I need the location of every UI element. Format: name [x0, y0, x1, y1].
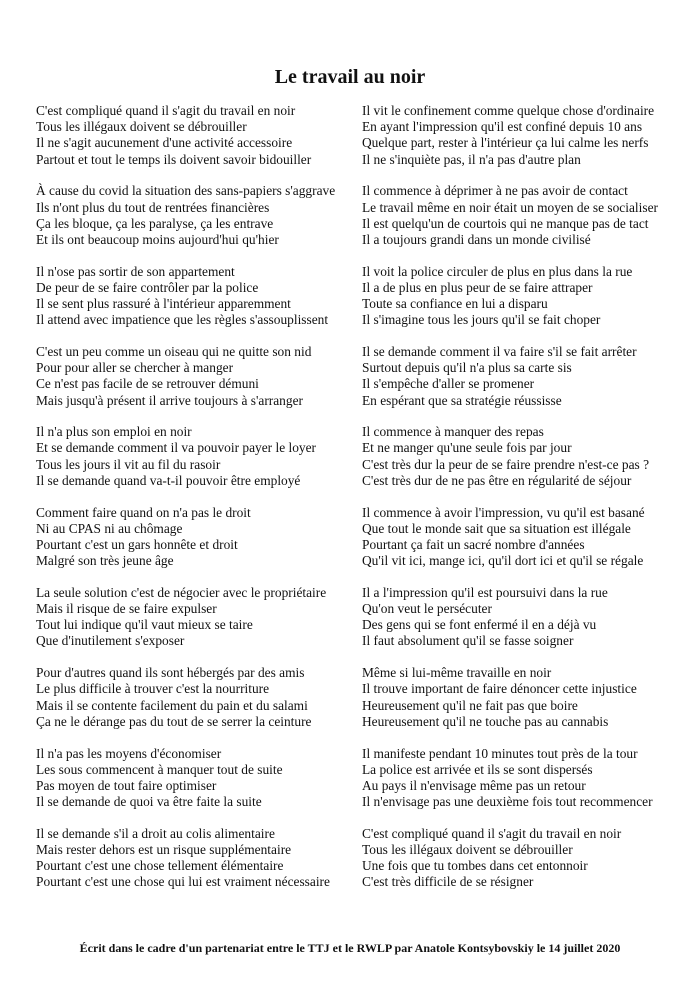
verse-line: Tous les jours il vit au fil du rasoir — [36, 456, 221, 472]
verse-line: Il a toujours grandi dans un monde civilisé — [362, 231, 591, 247]
verse-line: Il ne s'inquiète pas, il n'a pas d'autre plan — [362, 151, 581, 167]
verse-line: Comment faire quand on n'a pas le droit — [36, 504, 251, 520]
verse-line: Qu'on veut le persécuter — [362, 601, 492, 617]
stanza — [362, 665, 692, 730]
stanza — [362, 424, 692, 489]
verse-line: Il ne s'agit aucunement d'une activité accessoire — [36, 135, 293, 151]
verse-line: Pourtant c'est une chose qui lui est vraiment nécessaire — [36, 874, 330, 890]
verse-line: Heureusement qu'il ne fait pas que boire — [362, 697, 578, 713]
stanza — [36, 344, 362, 409]
verse-line: Surtout depuis qu'il n'a plus sa carte sis — [362, 360, 572, 376]
verse-line: Mais jusqu'à présent il arrive toujours à s'arranger — [36, 392, 303, 408]
verse-line: Même si lui-même travaille en noir — [362, 665, 552, 681]
verse-line: Il vit le confinement comme quelque chose d'ordinaire — [362, 103, 655, 118]
verse-line: Mais rester dehors est un risque supplémentaire — [36, 842, 292, 858]
verse-line: Ça ne le dérange pas du tout de se serrer la ceinture — [36, 713, 312, 729]
verse-line: Il est quelqu'un de courtois qui ne manque pas de tact — [362, 215, 649, 231]
footer-credit: Écrit dans le cadre d'un partenariat entre le TTJ et le RWLP par Anatole Kontsybovskiy le 14 juillet 2020 — [79, 941, 621, 955]
verse-line: C'est compliqué quand il s'agit du travail en noir — [362, 825, 622, 841]
verse-line: Il n'envisage pas une deuxième fois tout recommencer — [362, 794, 653, 810]
verse-line: Il n'a plus son emploi en noir — [36, 424, 192, 440]
stanza — [36, 264, 362, 329]
verse-line: Ça les bloque, ça les paralyse, ça les entrave — [36, 215, 274, 231]
stanza — [362, 585, 692, 650]
verse-line: C'est très dur de ne pas être en régularité de séjour — [362, 472, 632, 488]
verse-line: À cause du covid la situation des sans-papiers s'aggrave — [36, 183, 336, 199]
verse-line: Il a l'impression qu'il est poursuivi dans la rue — [362, 584, 608, 600]
verse-line: Que tout le monde sait que sa situation est illégale — [362, 520, 631, 536]
verse-line: La police est arrivée et ils se sont dispersés — [362, 761, 593, 777]
stanza — [36, 665, 362, 730]
verse-line: Il s'imagine tous les jours qu'il se fait choper — [362, 312, 601, 328]
stanza — [36, 826, 362, 891]
verse-line: Ce n'est pas facile de se retrouver démuni — [36, 376, 259, 392]
verse-line: Partout et tout le temps ils doivent savoir bidouiller — [36, 151, 312, 167]
verse-line: Pourtant c'est une chose tellement élémentaire — [36, 858, 284, 874]
page-title: Le travail au noir — [274, 66, 426, 88]
verse-line: C'est très dur la peur de se faire prendre n'est-ce pas ? — [362, 456, 650, 472]
verse-line: La seule solution c'est de négocier avec le propriétaire — [36, 584, 327, 600]
verse-line: Que d'inutilement s'exposer — [36, 633, 185, 649]
verse-line: Quelque part, rester à l'intérieur ça lui calme les nerfs — [362, 135, 649, 151]
verse-line: Pas moyen de tout faire optimiser — [36, 777, 217, 793]
stanza — [362, 264, 692, 329]
verse-line: C'est un peu comme un oiseau qui ne quitte son nid — [36, 343, 312, 359]
verse-line: Pour pour aller se chercher à manger — [36, 360, 234, 376]
stanza — [36, 424, 362, 489]
stanza — [36, 103, 362, 168]
stanza — [36, 746, 362, 811]
verse-line: Et ne manger qu'une seule fois par jour — [362, 440, 572, 456]
verse-line: Le plus difficile à trouver c'est la nourriture — [36, 681, 270, 697]
verse-line: Pourtant ça fait un sacré nombre d'années — [362, 536, 585, 552]
verse-line: Il n'ose pas sortir de son appartement — [36, 263, 235, 279]
verse-line: Il voit la police circuler de plus en plus dans la rue — [362, 263, 633, 279]
verse-line: Qu'il vit ici, mange ici, qu'il dort ici et qu'il se régale — [362, 553, 644, 569]
stanza — [362, 746, 692, 811]
stanza — [362, 344, 692, 409]
verse-line: Tout lui indique qu'il vaut mieux se taire — [36, 617, 253, 633]
verse-line: De peur de se faire contrôler par la police — [36, 279, 259, 295]
verse-line: Ni au CPAS ni au chômage — [36, 520, 183, 536]
stanza — [362, 505, 692, 570]
verse-line: Tous les illégaux doivent se débrouiller — [362, 842, 573, 858]
verse-line: Il manifeste pendant 10 minutes tout près de la tour — [362, 745, 638, 761]
verse-line: Ils n'ont plus du tout de rentrées financières — [36, 199, 270, 215]
verse-line: Il se demande s'il a droit au colis alimentaire — [36, 825, 275, 841]
verse-line: Il attend avec impatience que les règles s'assouplissent — [36, 312, 329, 328]
verse-line: Il se demande comment il va faire s'il se fait arrêter — [362, 343, 637, 359]
stanza — [362, 183, 692, 248]
verse-line: Il commence à avoir l'impression, vu qu'il est basané — [362, 504, 645, 520]
stanza — [36, 183, 362, 248]
verse-line: Tous les illégaux doivent se débrouiller — [36, 119, 247, 135]
verse-line: Malgré son très jeune âge — [36, 553, 174, 569]
verse-line: Au pays il n'envisage même pas un retour — [362, 777, 586, 793]
stanza — [36, 585, 362, 650]
poem-left-column — [36, 103, 362, 906]
verse-line: Il trouve important de faire dénoncer cette injustice — [362, 681, 637, 697]
verse-line: Et se demande comment il va pouvoir payer le loyer — [36, 440, 316, 456]
verse-line: Les sous commencent à manquer tout de suite — [36, 761, 283, 777]
verse-line: C'est très difficile de se résigner — [362, 874, 534, 890]
verse-line: Toute sa confiance en lui a disparu — [362, 296, 548, 312]
verse-line: Et ils ont beaucoup moins aujourd'hui qu'hier — [36, 231, 279, 247]
verse-line: Il commence à déprimer à ne pas avoir de contact — [362, 183, 628, 199]
verse-line: Heureusement qu'il ne touche pas au cannabis — [362, 713, 609, 729]
verse-line: Une fois que tu tombes dans cet entonnoir — [362, 858, 588, 874]
stanza — [362, 826, 692, 891]
verse-line: Des gens qui se font enfermé il en a déjà vu — [362, 617, 597, 633]
verse-line: Il a de plus en plus peur de se faire attraper — [362, 279, 593, 295]
verse-line: En espérant que sa stratégie réussisse — [362, 392, 562, 408]
verse-line: En ayant l'impression qu'il est confiné depuis 10 ans — [362, 119, 643, 135]
verse-line: Le travail même en noir était un moyen de se socialiser — [362, 199, 658, 215]
verse-line: Pour d'autres quand ils sont hébergés par des amis — [36, 665, 305, 681]
stanza — [362, 103, 692, 168]
verse-line: Il se demande quand va-t-il pouvoir être employé — [36, 472, 301, 488]
verse-line: Il commence à manquer des repas — [362, 424, 544, 440]
verse-line: Mais il risque de se faire expulser — [36, 601, 217, 617]
poem-right-column — [362, 103, 692, 906]
verse-line: Il faut absolument qu'il se fasse soigner — [362, 633, 574, 649]
verse-line: Pourtant c'est un gars honnête et droit — [36, 536, 238, 552]
verse-line: Mais il se contente facilement du pain et du salami — [36, 697, 308, 713]
verse-line: Il se sent plus rassuré à l'intérieur apparemment — [36, 296, 291, 312]
stanza — [36, 505, 362, 570]
verse-line: Il s'empêche d'aller se promener — [362, 376, 535, 392]
verse-line: Il se demande de quoi va être faite la suite — [36, 794, 262, 810]
verse-line: C'est compliqué quand il s'agit du travail en noir — [36, 103, 296, 118]
verse-line: Il n'a pas les moyens d'économiser — [36, 745, 222, 761]
